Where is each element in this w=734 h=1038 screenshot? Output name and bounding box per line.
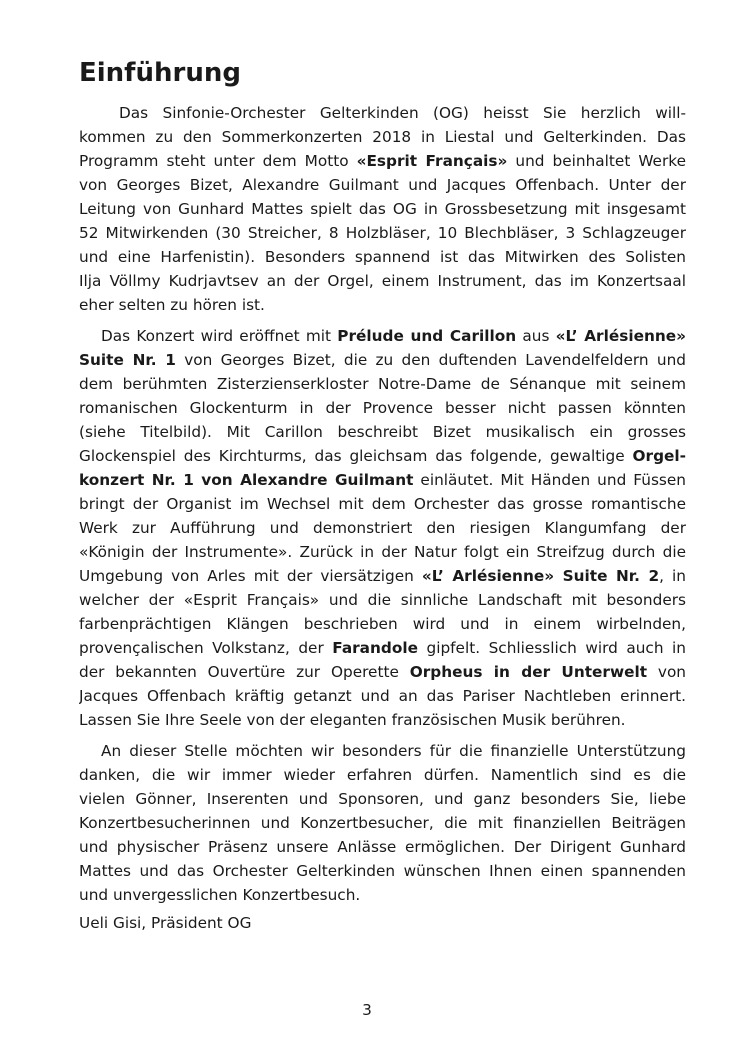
text-line: [79, 348, 686, 372]
work-title-bold: Orgel-: [632, 447, 686, 465]
text-run: (siehe Titelbild). Mit Carillon beschreibt Bizet musikalisch ein grosses: [79, 423, 686, 441]
text-run: und unvergesslichen Konzertbesuch.: [79, 886, 361, 904]
text-run: von Georges Bizet, die zu den duftenden Lavendelfeldern und: [175, 351, 686, 369]
text-line: [79, 588, 686, 612]
text-run: romanischen Glockenturm in der Provence besser nicht passen könnten: [79, 399, 686, 417]
text-run: farbenprächtigen Klängen beschrieben wird und in einem wirbelnden,: [79, 615, 686, 633]
work-title-bold: «L’ Arlésienne» Suite Nr. 2: [421, 567, 660, 585]
text-line: [79, 372, 686, 396]
page-title: Einführung: [79, 58, 241, 88]
text-line: [79, 739, 686, 763]
text-line: [79, 787, 686, 811]
text-run: «Königin der Instrumente». Zurück in der Natur folgt ein Streifzug durch die: [79, 543, 686, 561]
text-run: und beinhaltet Werke: [507, 152, 686, 170]
text-line: [79, 883, 686, 907]
text-line: [79, 444, 686, 468]
text-run: provençalischen Volkstanz, der: [79, 639, 333, 657]
work-title-bold: konzert Nr. 1 von Alexandre Guilmant: [79, 471, 414, 489]
text-run: Mattes und das Orchester Gelterkinden wünschen Ihnen einen spannenden: [79, 862, 686, 880]
text-line: [79, 269, 686, 293]
text-line: [79, 324, 686, 348]
text-run: danken, die wir immer wieder erfahren dürfen. Namentlich sind es die: [79, 766, 686, 784]
text-line: [79, 245, 686, 269]
text-run: Ilja Völlmy Kudrjavtsev an der Orgel, einem Instrument, das im Konzertsaal: [79, 272, 686, 290]
text-run: der bekannten Ouvertüre zur Operette: [79, 663, 410, 681]
text-line: [79, 835, 686, 859]
paragraph-thanks: [79, 739, 686, 907]
text-line: [79, 811, 686, 835]
text-run: An dieser Stelle möchten wir besonders für die finanzielle Unterstützung: [101, 742, 686, 760]
text-run: vielen Gönner, Inserenten und Sponsoren, und ganz besonders Sie, liebe: [79, 790, 686, 808]
text-line: [79, 859, 686, 883]
text-run: Umgebung von Arles mit der viersätzigen: [79, 567, 422, 585]
text-run: Programm steht unter dem Motto: [79, 152, 357, 170]
text-run: dem berühmten Zisterzienserkloster Notre-Dame de Sénanque mit seinem: [79, 375, 686, 393]
text-run: einläutet. Mit Händen und Füssen: [413, 471, 686, 489]
text-run: Das Sinfonie-Orchester Gelterkinden (OG) heisst Sie herzlich will-: [119, 104, 686, 122]
text-line: [79, 516, 686, 540]
text-run: Leitung von Gunhard Mattes spielt das OG in Grossbesetzung mit insgesamt: [79, 200, 686, 218]
text-line: [79, 684, 686, 708]
text-line: [79, 221, 686, 245]
paragraph-intro: [79, 101, 686, 317]
text-run: gipfelt. Schliesslich wird auch in: [417, 639, 686, 657]
text-run: von Georges Bizet, Alexandre Guilmant und Jacques Offenbach. Unter der: [79, 176, 686, 194]
text-line: [79, 396, 686, 420]
text-line: [79, 149, 686, 173]
motto-bold: «Esprit Français»: [356, 152, 508, 170]
text-line: [79, 612, 686, 636]
text-line: [79, 708, 686, 732]
work-title-bold: Farandole: [332, 639, 418, 657]
text-line: [79, 492, 686, 516]
text-run: Konzertbesucherinnen und Konzertbesucher, die mit finanziellen Beiträgen: [79, 814, 686, 832]
text-run: Das Konzert wird eröffnet mit: [101, 327, 338, 345]
work-title-bold: Prélude und Carillon: [337, 327, 517, 345]
text-line: [79, 101, 686, 125]
text-run: eher selten zu hören ist.: [79, 296, 265, 314]
text-run: und eine Harfenistin). Besonders spannend ist das Mitwirken des Solisten: [79, 248, 686, 266]
text-line: [79, 660, 686, 684]
text-run: , in: [659, 567, 686, 585]
work-title-bold: Suite Nr. 1: [79, 351, 176, 369]
text-line: [79, 468, 686, 492]
text-line: [79, 636, 686, 660]
text-line: [79, 540, 686, 564]
text-run: Glockenspiel des Kirchturms, das gleichsam das folgende, gewaltige: [79, 447, 633, 465]
text-line: [79, 293, 686, 317]
work-title-bold: Orpheus in der Unterwelt: [409, 663, 648, 681]
text-run: von: [647, 663, 686, 681]
text-run: welcher der «Esprit Français» und die sinnliche Landschaft mit besonders: [79, 591, 686, 609]
text-line: [79, 173, 686, 197]
text-line: [79, 125, 686, 149]
text-line: [79, 564, 686, 588]
paragraph-program: [79, 324, 686, 732]
text-run: 52 Mitwirkenden (30 Streicher, 8 Holzbläser, 10 Blechbläser, 3 Schlagzeuger: [79, 224, 686, 242]
text-run: aus: [516, 327, 556, 345]
text-run: bringt der Organist im Wechsel mit dem Orchester das grosse romantische: [79, 495, 686, 513]
text-line: [79, 197, 686, 221]
text-line: [79, 420, 686, 444]
text-run: Werk zur Aufführung und demonstriert den riesigen Klangumfang der: [79, 519, 686, 537]
text-line: [79, 763, 686, 787]
text-run: Lassen Sie Ihre Seele von der eleganten französischen Musik berühren.: [79, 711, 626, 729]
text-run: Jacques Offenbach kräftig getanzt und an das Pariser Nachtleben erinnert.: [79, 687, 686, 705]
work-title-bold: «L’ Arlésienne»: [555, 327, 686, 345]
signature: Ueli Gisi, Präsident OG: [79, 914, 252, 932]
text-run: kommen zu den Sommerkonzerten 2018 in Liestal und Gelterkinden. Das: [79, 128, 686, 146]
body-text: [79, 101, 686, 907]
text-run: und physischer Präsenz unsere Anlässe ermöglichen. Der Dirigent Gunhard: [79, 838, 686, 856]
page-number: 3: [362, 1001, 372, 1019]
